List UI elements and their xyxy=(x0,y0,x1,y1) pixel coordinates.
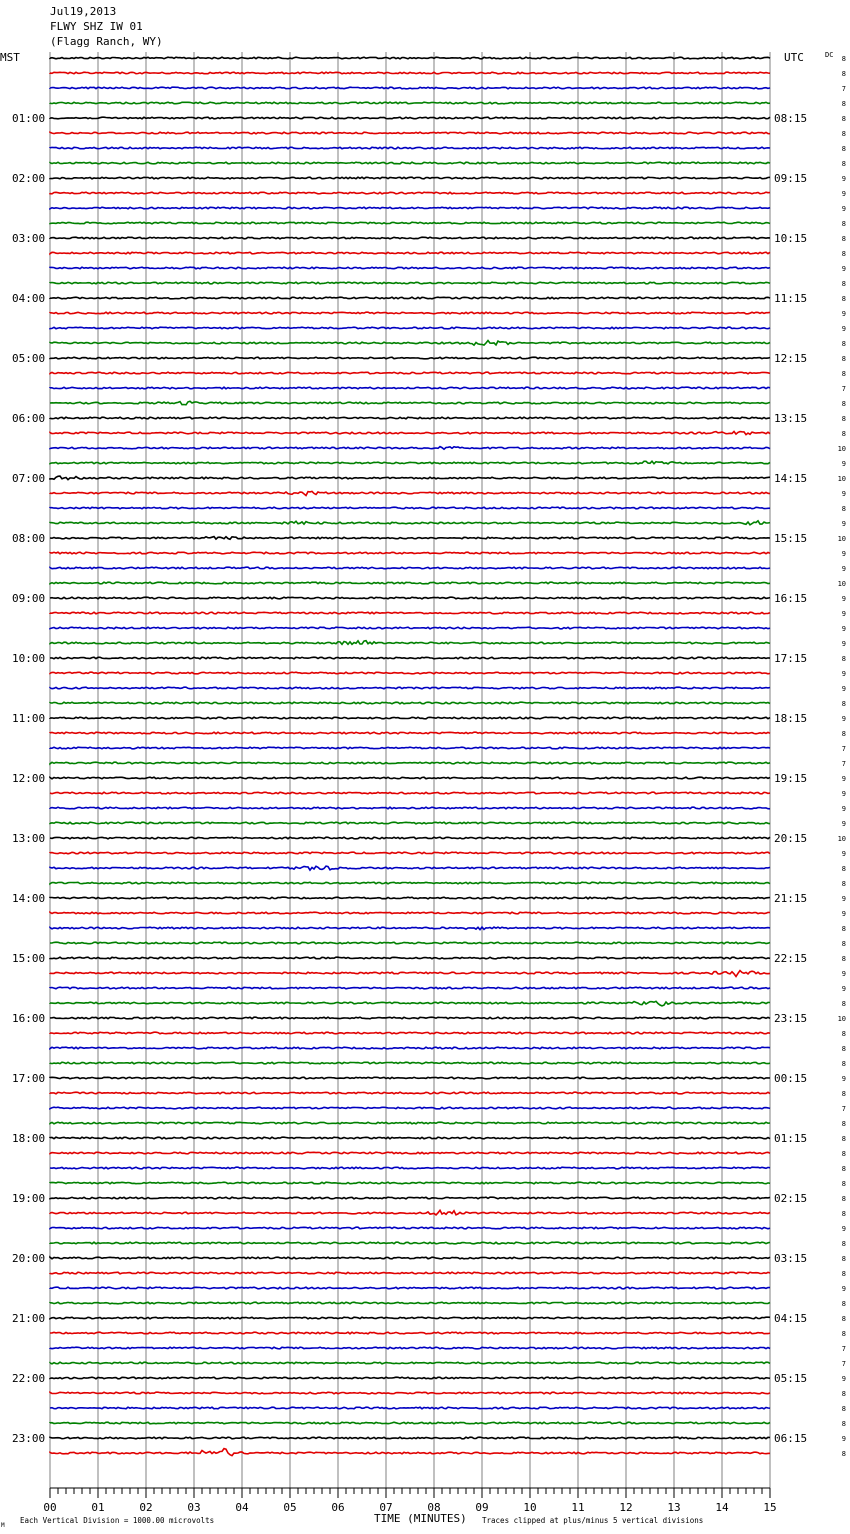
dc-offset-label: 9 xyxy=(841,325,846,333)
trace-line xyxy=(50,641,770,645)
utc-hour-label: 18:15 xyxy=(774,712,808,725)
trace-line xyxy=(50,282,770,284)
x-tick-label: 05 xyxy=(283,1501,297,1514)
dc-offset-label: 8 xyxy=(841,1255,846,1263)
trace-line xyxy=(50,491,770,495)
dc-offset-label: 9 xyxy=(841,190,846,198)
dc-offset-label: 9 xyxy=(841,790,846,798)
dc-offset-label: 8 xyxy=(841,160,846,168)
dc-offset-label: 9 xyxy=(841,1225,846,1233)
mst-hour-label: 20:00 xyxy=(12,1252,46,1265)
utc-hour-label: 01:15 xyxy=(774,1132,808,1145)
x-tick-label: 08 xyxy=(427,1501,441,1514)
x-tick-label: 12 xyxy=(619,1501,633,1514)
trace-line xyxy=(50,1210,770,1215)
trace-line xyxy=(50,1182,770,1184)
trace-line xyxy=(50,1302,770,1304)
mst-hour-label: 07:00 xyxy=(12,472,46,485)
dc-offset-label: 8 xyxy=(841,1240,846,1248)
dc-offset-label: 7 xyxy=(841,1360,846,1368)
mst-hour-label: 13:00 xyxy=(12,832,46,845)
x-axis xyxy=(43,1488,776,1514)
dc-offset-label: 7 xyxy=(841,745,846,753)
dc-offset-label: 8 xyxy=(841,880,846,888)
dc-offset-label: 9 xyxy=(841,520,846,528)
trace-line xyxy=(50,1422,770,1424)
utc-hour-label: 15:15 xyxy=(774,532,808,545)
dc-offset-label: 8 xyxy=(841,730,846,738)
trace-line xyxy=(50,672,770,674)
trace-line xyxy=(50,852,770,854)
mst-hour-label: 04:00 xyxy=(12,292,46,305)
mst-hour-label: 18:00 xyxy=(12,1132,46,1145)
trace-line xyxy=(50,1242,770,1244)
utc-hour-label: 17:15 xyxy=(774,652,808,665)
utc-hour-label: 03:15 xyxy=(774,1252,808,1265)
trace-line xyxy=(50,147,770,149)
utc-hour-label: 19:15 xyxy=(774,772,808,785)
trace-line xyxy=(50,927,770,930)
trace-line xyxy=(50,1227,770,1229)
dc-column-label: DC xyxy=(825,51,834,59)
trace-line xyxy=(50,1272,770,1274)
dc-offset-label: 8 xyxy=(841,370,846,378)
utc-hour-label: 16:15 xyxy=(774,592,808,605)
dc-offset-label: 8 xyxy=(841,70,846,78)
mst-hour-label: 05:00 xyxy=(12,352,46,365)
mst-hour-label: 03:00 xyxy=(12,232,46,245)
utc-hour-label: 08:15 xyxy=(774,112,808,125)
trace-line xyxy=(50,971,770,977)
trace-line xyxy=(50,401,770,405)
dc-offset-label: 8 xyxy=(841,100,846,108)
dc-offset-label: 8 xyxy=(841,400,846,408)
utc-hour-label: 05:15 xyxy=(774,1372,808,1385)
trace-line xyxy=(50,957,770,959)
dc-offset-label: 9 xyxy=(841,715,846,723)
dc-offset-label: 7 xyxy=(841,760,846,768)
dc-offset-label: 9 xyxy=(841,985,846,993)
mst-hour-label: 06:00 xyxy=(12,412,46,425)
trace-line xyxy=(50,1407,770,1409)
trace-line xyxy=(50,597,770,599)
trace-line xyxy=(50,627,770,629)
dc-offset-label: 8 xyxy=(841,430,846,438)
dc-offset-label: 9 xyxy=(841,850,846,858)
dc-offset-label: 8 xyxy=(841,355,846,363)
trace-line xyxy=(50,717,770,719)
trace-line xyxy=(50,1092,770,1094)
dc-offset-label: 9 xyxy=(841,565,846,573)
trace-line xyxy=(50,942,770,944)
trace-line xyxy=(50,702,770,704)
trace-line xyxy=(50,1317,770,1319)
dc-offset-label: 9 xyxy=(841,685,846,693)
dc-offset-label: 8 xyxy=(841,865,846,873)
trace-line xyxy=(50,582,770,584)
dc-offset-label: 8 xyxy=(841,1150,846,1158)
dc-offset-label: 8 xyxy=(841,55,846,63)
trace-line xyxy=(50,882,770,884)
trace-line xyxy=(50,1197,770,1199)
dc-offset-label: 8 xyxy=(841,1315,846,1323)
dc-offset-label: 8 xyxy=(841,1300,846,1308)
utc-hour-label: 10:15 xyxy=(774,232,808,245)
station-location: (Flagg Ranch, WY) xyxy=(50,35,163,48)
trace-line xyxy=(50,162,770,164)
dc-offset-label: 8 xyxy=(841,295,846,303)
utc-hour-label: 23:15 xyxy=(774,1012,808,1025)
dc-offset-label: 10 xyxy=(837,580,846,588)
utc-hour-label: 09:15 xyxy=(774,172,808,185)
x-tick-label: 10 xyxy=(523,1501,537,1514)
trace-line xyxy=(50,732,770,734)
mst-hour-label: 15:00 xyxy=(12,952,46,965)
mst-hour-label: 02:00 xyxy=(12,172,46,185)
trace-line xyxy=(50,461,770,464)
trace-line xyxy=(50,447,770,450)
dc-offset-label: 9 xyxy=(841,805,846,813)
trace-line xyxy=(50,507,770,509)
utc-hour-label: 13:15 xyxy=(774,412,808,425)
dc-offset-label: 8 xyxy=(841,415,846,423)
trace-line xyxy=(50,222,770,224)
mst-hour-label: 12:00 xyxy=(12,772,46,785)
trace-line xyxy=(50,1107,770,1109)
dc-offset-label: 9 xyxy=(841,670,846,678)
trace-line xyxy=(50,807,770,809)
seismic-traces xyxy=(50,57,770,1455)
trace-line xyxy=(50,747,770,749)
trace-line xyxy=(50,1347,770,1349)
dc-offset-labels xyxy=(838,55,846,1458)
dc-offset-label: 8 xyxy=(841,1210,846,1218)
dc-offset-label: 7 xyxy=(841,85,846,93)
trace-line xyxy=(50,1392,770,1394)
dc-offset-label: 10 xyxy=(837,475,846,483)
trace-line xyxy=(50,777,770,779)
trace-line xyxy=(50,476,770,480)
dc-offset-label: 8 xyxy=(841,340,846,348)
dc-offset-label: 9 xyxy=(841,820,846,828)
trace-line xyxy=(50,357,770,359)
trace-line xyxy=(50,72,770,74)
trace-line xyxy=(50,177,770,179)
trace-line xyxy=(50,327,770,329)
mst-hour-label: 08:00 xyxy=(12,532,46,545)
trace-line xyxy=(50,1122,770,1124)
mst-hour-label: 14:00 xyxy=(12,892,46,905)
dc-offset-label: 9 xyxy=(841,970,846,978)
mst-hour-labels xyxy=(12,112,45,1445)
dc-offset-label: 8 xyxy=(841,1420,846,1428)
trace-line xyxy=(50,866,770,870)
dc-offset-label: 10 xyxy=(837,1015,846,1023)
dc-offset-label: 9 xyxy=(841,1075,846,1083)
trace-line xyxy=(50,132,770,134)
trace-line xyxy=(50,612,770,614)
trace-line xyxy=(50,537,770,540)
trace-line xyxy=(50,387,770,389)
trace-line xyxy=(50,207,770,209)
dc-offset-label: 8 xyxy=(841,1135,846,1143)
utc-hour-label: 12:15 xyxy=(774,352,808,365)
dc-offset-label: 8 xyxy=(841,1450,846,1458)
mst-hour-label: 16:00 xyxy=(12,1012,46,1025)
trace-line xyxy=(50,372,770,374)
dc-offset-label: 9 xyxy=(841,625,846,633)
mst-hour-label: 11:00 xyxy=(12,712,46,725)
dc-offset-label: 8 xyxy=(841,235,846,243)
utc-hour-label: 14:15 xyxy=(774,472,808,485)
dc-offset-label: 9 xyxy=(841,895,846,903)
trace-line xyxy=(50,792,770,794)
dc-offset-label: 10 xyxy=(837,835,846,843)
mst-hour-label: 21:00 xyxy=(12,1312,46,1325)
dc-offset-label: 7 xyxy=(841,1105,846,1113)
dc-offset-label: 8 xyxy=(841,1390,846,1398)
dc-offset-label: 8 xyxy=(841,1330,846,1338)
x-tick-label: 03 xyxy=(187,1501,201,1514)
dc-offset-label: 8 xyxy=(841,145,846,153)
trace-line xyxy=(50,1137,770,1139)
dc-offset-label: 8 xyxy=(841,1405,846,1413)
trace-line xyxy=(50,1062,770,1064)
trace-line xyxy=(50,1287,770,1289)
trace-line xyxy=(50,687,770,689)
trace-line xyxy=(50,417,770,419)
dc-offset-label: 8 xyxy=(841,505,846,513)
dc-offset-label: 9 xyxy=(841,175,846,183)
dc-offset-label: 8 xyxy=(841,1030,846,1038)
trace-line xyxy=(50,1077,770,1079)
utc-zone-label: UTC xyxy=(784,51,804,64)
dc-offset-label: 8 xyxy=(841,280,846,288)
trace-line xyxy=(50,57,770,59)
dc-offset-label: 9 xyxy=(841,1375,846,1383)
x-tick-label: 15 xyxy=(763,1501,777,1514)
mst-zone-label: MST xyxy=(0,51,20,64)
dc-offset-label: 9 xyxy=(841,640,846,648)
trace-line xyxy=(50,252,770,254)
utc-hour-label: 04:15 xyxy=(774,1312,808,1325)
dc-offset-label: 8 xyxy=(841,1000,846,1008)
x-tick-label: 00 xyxy=(43,1501,57,1514)
x-tick-label: 01 xyxy=(91,1501,105,1514)
dc-offset-label: 9 xyxy=(841,610,846,618)
dc-offset-label: 9 xyxy=(841,775,846,783)
dc-offset-label: 10 xyxy=(837,445,846,453)
dc-offset-label: 8 xyxy=(841,115,846,123)
dc-offset-label: 8 xyxy=(841,955,846,963)
dc-offset-label: 8 xyxy=(841,1120,846,1128)
trace-line xyxy=(50,912,770,914)
dc-offset-label: 9 xyxy=(841,1435,846,1443)
trace-line xyxy=(50,341,770,346)
dc-offset-label: 8 xyxy=(841,220,846,228)
trace-line xyxy=(50,1001,770,1006)
utc-hour-label: 11:15 xyxy=(774,292,808,305)
utc-hour-label: 00:15 xyxy=(774,1072,808,1085)
utc-hour-label: 22:15 xyxy=(774,952,808,965)
dc-offset-label: 10 xyxy=(837,535,846,543)
mst-hour-label: 09:00 xyxy=(12,592,46,605)
x-tick-label: 07 xyxy=(379,1501,393,1514)
trace-line xyxy=(50,87,770,89)
mst-hour-label: 22:00 xyxy=(12,1372,46,1385)
mst-hour-label: 19:00 xyxy=(12,1192,46,1205)
dc-offset-label: 8 xyxy=(841,130,846,138)
trace-line xyxy=(50,1449,770,1456)
dc-offset-label: 9 xyxy=(841,550,846,558)
trace-line xyxy=(50,1017,770,1019)
trace-line xyxy=(50,267,770,269)
trace-line xyxy=(50,297,770,299)
dc-offset-label: 8 xyxy=(841,1165,846,1173)
trace-line xyxy=(50,552,770,554)
dc-offset-label: 9 xyxy=(841,265,846,273)
trace-line xyxy=(50,1152,770,1154)
dc-offset-label: 7 xyxy=(841,1345,846,1353)
mst-hour-label: 01:00 xyxy=(12,112,46,125)
trace-line xyxy=(50,1362,770,1364)
mst-hour-label: 17:00 xyxy=(12,1072,46,1085)
dc-offset-label: 8 xyxy=(841,940,846,948)
station-code: FLWY SHZ IW 01 xyxy=(50,20,143,33)
dc-offset-label: 8 xyxy=(841,1060,846,1068)
trace-line xyxy=(50,521,770,525)
trace-line xyxy=(50,1257,770,1259)
trace-line xyxy=(50,987,770,989)
dc-offset-label: 9 xyxy=(841,595,846,603)
trace-line xyxy=(50,102,770,104)
trace-line xyxy=(50,1167,770,1169)
trace-line xyxy=(50,1377,770,1379)
dc-offset-label: 8 xyxy=(841,1090,846,1098)
trace-line xyxy=(50,312,770,314)
plot-date: Jul19,2013 xyxy=(50,5,117,18)
x-tick-label: 14 xyxy=(715,1501,729,1514)
dc-offset-label: 8 xyxy=(841,700,846,708)
trace-line xyxy=(50,762,770,764)
dc-offset-label: 8 xyxy=(841,1045,846,1053)
dc-offset-label: 9 xyxy=(841,205,846,213)
x-tick-label: 04 xyxy=(235,1501,249,1514)
utc-hour-label: 06:15 xyxy=(774,1432,808,1445)
utc-hour-label: 20:15 xyxy=(774,832,808,845)
dc-offset-label: 7 xyxy=(841,385,846,393)
x-axis-title: TIME (MINUTES) xyxy=(374,1512,467,1525)
trace-line xyxy=(50,822,770,824)
x-tick-label: 11 xyxy=(571,1501,585,1514)
utc-hour-label: 21:15 xyxy=(774,892,808,905)
dc-offset-label: 9 xyxy=(841,310,846,318)
dc-offset-label: 8 xyxy=(841,655,846,663)
utc-hour-label: 02:15 xyxy=(774,1192,808,1205)
dc-offset-label: 8 xyxy=(841,1270,846,1278)
trace-line xyxy=(50,1332,770,1334)
trace-line xyxy=(50,567,770,569)
trace-line xyxy=(50,837,770,839)
trace-line xyxy=(50,117,770,119)
x-tick-label: 06 xyxy=(331,1501,345,1514)
dc-offset-label: 9 xyxy=(841,1285,846,1293)
dc-offset-label: 9 xyxy=(841,460,846,468)
dc-offset-label: 8 xyxy=(841,250,846,258)
dc-offset-label: 8 xyxy=(841,1180,846,1188)
mst-hour-label: 10:00 xyxy=(12,652,46,665)
trace-line xyxy=(50,897,770,899)
trace-line xyxy=(50,237,770,239)
trace-line xyxy=(50,432,770,435)
trace-line xyxy=(50,1032,770,1034)
dc-offset-label: 8 xyxy=(841,1195,846,1203)
trace-line xyxy=(50,1047,770,1049)
utc-hour-labels xyxy=(774,112,807,1445)
corner-mark: M xyxy=(1,1522,5,1529)
mst-hour-label: 23:00 xyxy=(12,1432,46,1445)
trace-line xyxy=(50,657,770,659)
dc-offset-label: 9 xyxy=(841,910,846,918)
trace-line xyxy=(50,192,770,194)
trace-line xyxy=(50,1437,770,1439)
clip-note: Traces clipped at plus/minus 5 vertical divisions xyxy=(482,1516,704,1525)
x-tick-label: 09 xyxy=(475,1501,489,1514)
x-tick-label: 02 xyxy=(139,1501,153,1514)
dc-offset-label: 9 xyxy=(841,490,846,498)
scale-note: Each Vertical Division = 1000.00 microvolts xyxy=(20,1516,215,1525)
dc-offset-label: 8 xyxy=(841,925,846,933)
x-tick-label: 13 xyxy=(667,1501,681,1514)
